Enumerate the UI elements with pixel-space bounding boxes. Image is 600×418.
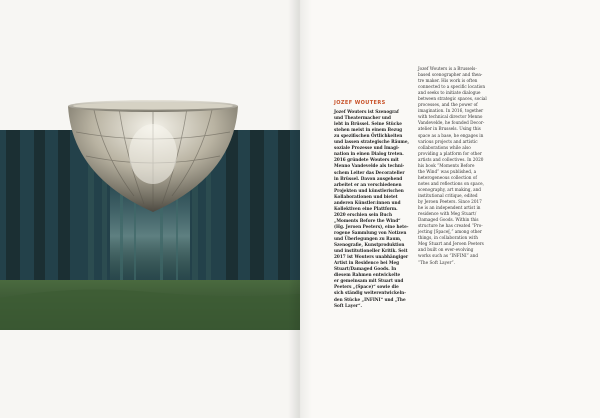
german-text-column: [334, 100, 414, 309]
english-text-column: [418, 66, 498, 266]
dome-mirror-illustration: [64, 96, 242, 216]
german-biography: Jozef Wouters ist Szenograf und Theatermacher und lebt in Brüssel. Seine Stücke stehen meist in einem Bezug zu spezifischen Örtlichkeiten und lassen strategische Räume, soziale Prozesse und Imagi- nation in einen Dialog treten. 2016 gründete Wouters mit Menno Vandevelde als techni- schem Leiter das Decoratelier in Brüssel. Davon ausgehend arbeitet er an verschiedenen Projekten und künstlerischen Kollaborationen und bietet anderen Künstler:innen und Kollektiven eine Plattform. 2020 erschien sein Buch „Moments Before the Wind“ (Hg. Jeroen Peeters), eine hete- rogene Sammlung von Notizen und Überlegungen zu Raum, Szenografie, Kunstproduktion und institutioneller Kritik. Seit 2017 ist Wouters unabhängiger Artist in Residence bei Meg Stuart/Damaged Goods. In diesem Rahmen entwickelte er gemeinsam mit Stuart und Peeters „(Space)“ sowie die sich ständig weiterentwickeln- den Stücke „INFINI“ und „The Soft Layer“.: [334, 109, 409, 308]
author-heading: JOZEF WOUTERS: [334, 100, 386, 106]
mirror-dome: [64, 96, 242, 216]
english-biography: Jozef Wouters is a Brussels- based scenographer and thea- tre maker. His work is often connected to a specific location and seeks to initiate dialogue between strategic spaces, social processes, and the power of imagination. In 2016, together with technical director Menno Vandevelde, he founded Decor- atelier in Brussels. Using this space as a base, he engages in various projects and artistic collaborations while also providing a platform for other artists and collectives. In 2020 his book “Moments Before the Wind” was published, a heterogeneous collection of notes and reflections on space, scenography, art making, and institutional critique, edited by Jeroen Peeters. Since 2017 he is an independent artist in residence with Meg Stuart/ Damaged Goods. Within this structure he has created “Pro- jecting [Space[,” among other things, in collaboration with Meg Stuart and Jeroen Peeters and built on ever-evolving works such as “INFINI” and “The Soft Layer”.: [418, 66, 487, 265]
